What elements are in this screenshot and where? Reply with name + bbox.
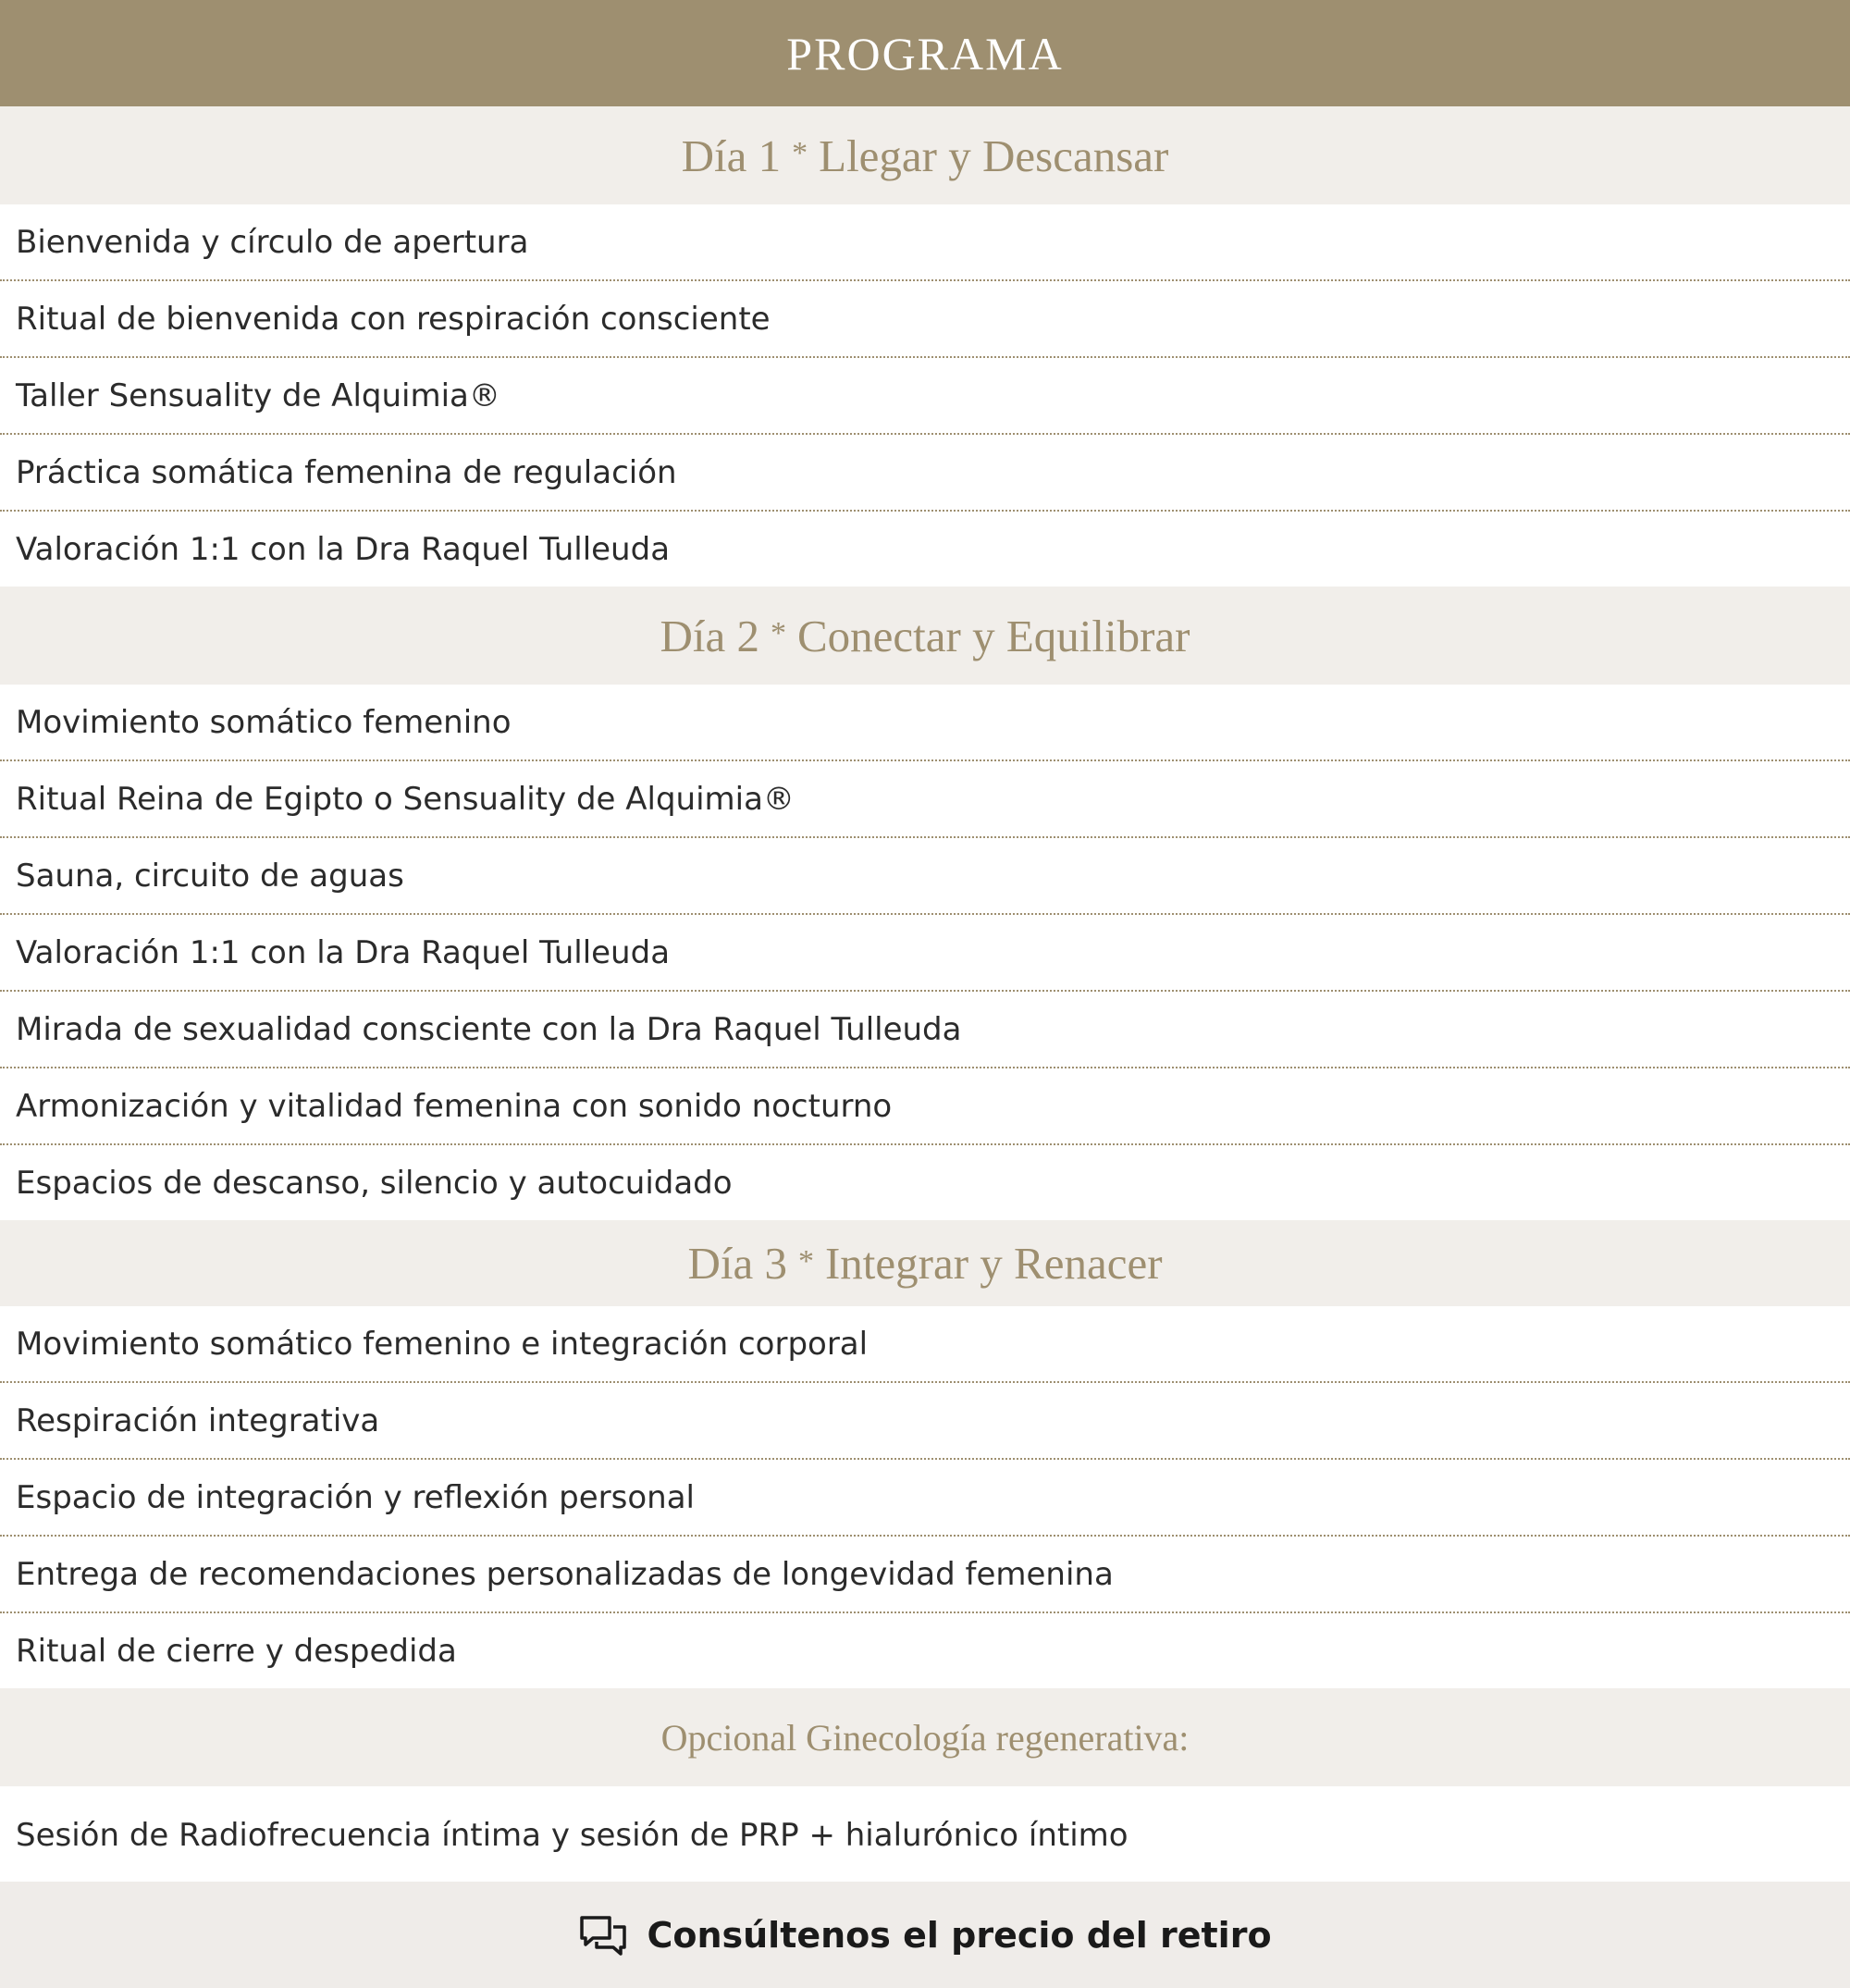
list-item: Movimiento somático femenino e integración corporal: [0, 1306, 1850, 1383]
list-item: Bienvenida y círculo de apertura: [0, 204, 1850, 281]
list-item: Espacio de integración y reflexión personal: [0, 1460, 1850, 1537]
day-section: [0, 587, 1850, 1220]
price-inquiry-label: Consúltenos el precio del retiro: [647, 1914, 1272, 1956]
list-item: Mirada de sexualidad consciente con la Dra Raquel Tulleuda: [0, 992, 1850, 1068]
star-separator: *: [770, 616, 786, 650]
optional-heading: Opcional Ginecología regenerativa:: [0, 1688, 1850, 1786]
chat-bubbles-icon: [578, 1914, 628, 1957]
list-item: Entrega de recomendaciones personalizadas de longevidad femenina: [0, 1537, 1850, 1613]
program-header: [0, 0, 1850, 106]
day-theme: Conectar y Equilibrar: [796, 610, 1190, 661]
list-item: Ritual Reina de Egipto o Sensuality de Alquimia®: [0, 761, 1850, 838]
day-heading: [0, 1220, 1850, 1306]
list-item: Práctica somática femenina de regulación: [0, 435, 1850, 512]
list-item: Respiración integrativa: [0, 1383, 1850, 1460]
day-number: Día 3: [687, 1238, 787, 1289]
day-theme: Llegar y Descansar: [819, 130, 1169, 181]
star-separator: *: [797, 1243, 814, 1278]
activity-list: [0, 1306, 1850, 1688]
optional-section: [0, 1688, 1850, 1884]
list-item: Taller Sensuality de Alquimia®: [0, 358, 1850, 435]
day-heading: [0, 587, 1850, 685]
list-item: Movimiento somático femenino: [0, 685, 1850, 761]
page-title: PROGRAMA: [786, 27, 1064, 80]
day-number: Día 2: [660, 610, 759, 661]
list-item: Valoración 1:1 con la Dra Raquel Tulleuda: [0, 915, 1850, 992]
activity-list: [0, 204, 1850, 587]
list-item: Ritual de bienvenida con respiración consciente: [0, 281, 1850, 358]
optional-item: Sesión de Radiofrecuencia íntima y sesión de PRP + hialurónico íntimo: [0, 1786, 1850, 1884]
activity-list: [0, 685, 1850, 1220]
day-number: Día 1: [681, 130, 782, 181]
list-item: Valoración 1:1 con la Dra Raquel Tulleuda: [16, 530, 671, 568]
day-section: [0, 106, 1850, 587]
list-item: Ritual de cierre y despedida: [16, 1632, 457, 1670]
day-theme: Integrar y Renacer: [824, 1238, 1163, 1289]
price-inquiry-button[interactable]: [0, 1882, 1850, 1988]
list-item: Armonización y vitalidad femenina con sonido nocturno: [0, 1068, 1850, 1145]
day-section: [0, 1220, 1850, 1688]
day-heading: [0, 106, 1850, 204]
list-item: Sauna, circuito de aguas: [0, 838, 1850, 915]
star-separator: *: [792, 136, 808, 170]
list-item: Espacios de descanso, silencio y autocuidado: [16, 1164, 733, 1202]
